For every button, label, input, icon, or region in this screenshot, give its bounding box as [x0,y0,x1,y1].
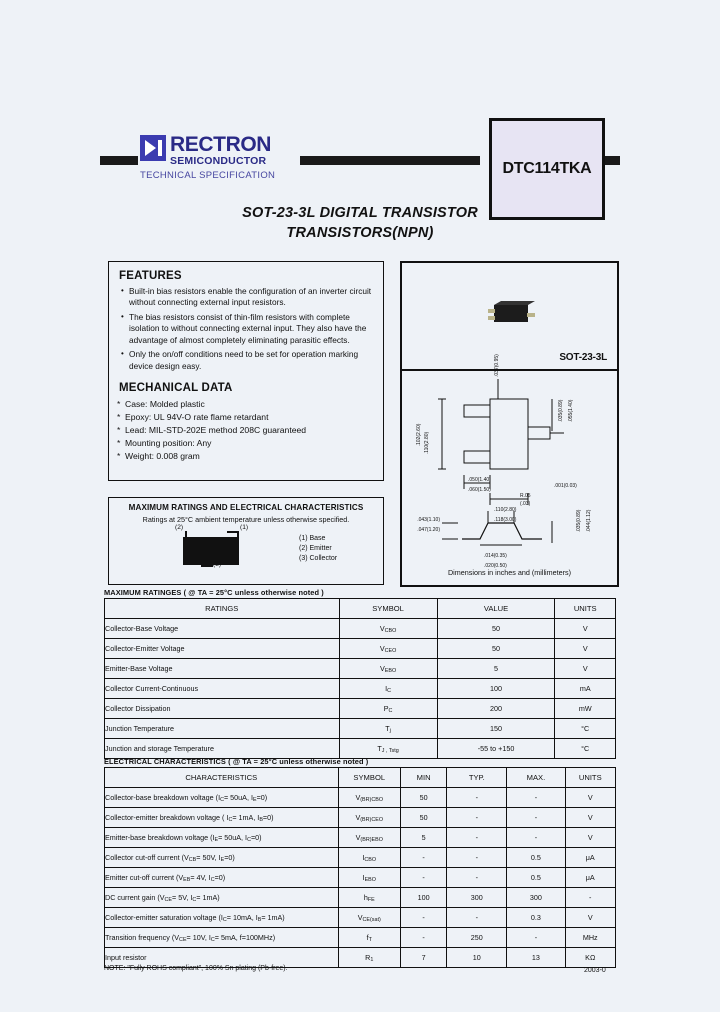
col-typ: TYP. [447,768,507,788]
char-units: V [565,828,615,848]
char-desc: Emitter-base breakdown voltage (IE= 50uA, IC=0) [105,828,339,848]
table-row [105,659,616,679]
svg-text:R.05: R.05 [520,493,531,499]
col-min: MIN [400,768,446,788]
char-typ: - [447,808,507,828]
char-typ: 10 [447,948,507,968]
col-value: VALUE [437,599,555,619]
mechanical-heading: MECHANICAL DATA [119,382,233,395]
pin3-label: (3) [213,561,222,568]
rating-symbol: VCBO [339,619,437,639]
header-rule-left [100,156,138,165]
char-symbol: ICBO [338,848,400,868]
package-body-shape [183,537,239,565]
char-min: 50 [400,808,446,828]
table-row [105,719,616,739]
svg-text:.050(1.40): .050(1.40) [468,477,491,483]
table-row [105,699,616,719]
col-max: MAX. [507,768,565,788]
mechanical-item: * Mounting position: Any [125,437,373,450]
char-min: 5 [400,828,446,848]
svg-text:.035(0.89): .035(0.89) [576,509,582,533]
feature-item: • The bias resistors consist of thin-film resistors with complete isolation to without connecting external input. They also have the advantage of almost completely eliminating parasitic effects. [129,312,373,346]
col-units: UNITS [565,768,615,788]
char-desc: Collector-base breakdown voltage (IC= 50uA, IE=0) [105,788,339,808]
footer-date-code: 2003-0 [584,967,606,974]
rating-value: 150 [437,719,555,739]
page-title [0,204,720,243]
svg-text:.055(1.40): .055(1.40) [568,399,574,423]
svg-text:.037(0.95): .037(0.95) [494,354,500,377]
char-typ: 250 [447,928,507,948]
char-symbol: hFE [338,888,400,908]
svg-text:.035(0.89): .035(0.89) [558,399,564,423]
package-photo-area [402,263,617,371]
rating-symbol: TJ , Tstg [339,739,437,759]
table-header-row [105,599,616,619]
company-logo [140,134,320,181]
char-units: V [565,908,615,928]
max-ratings-table [104,598,616,759]
table-row [105,848,616,868]
char-typ: - [447,828,507,848]
rating-value: 200 [437,699,555,719]
rating-value: 50 [437,619,555,639]
char-typ: - [447,908,507,928]
table-row [105,788,616,808]
svg-text:(.03): (.03) [520,501,531,507]
pin3-lead-drop [201,559,203,567]
char-symbol: R1 [338,948,400,968]
char-symbol: V(BR)CEO [338,808,400,828]
table-row [105,928,616,948]
char-symbol: V(BR)EBO [338,828,400,848]
table-row [105,679,616,699]
char-desc: Collector-emitter saturation voltage (IC= 10mA, IB= 1mA) [105,908,339,928]
char-units: MHz [565,928,615,948]
features-heading: FEATURES [119,270,182,282]
char-max: - [507,828,565,848]
char-units: - [565,888,615,908]
char-symbol: fT [338,928,400,948]
char-max: - [507,788,565,808]
char-max: 0.3 [507,908,565,928]
svg-text:.110(2.80): .110(2.80) [494,507,517,513]
rating-symbol: VEBO [339,659,437,679]
char-max: - [507,808,565,828]
pin-legend-item: (1) Base [299,535,326,542]
table-row [105,739,616,759]
rating-value: 5 [437,659,555,679]
pin-legend [299,534,337,564]
char-units: KΩ [565,948,615,968]
rating-units: V [555,619,616,639]
title-line-1: SOT-23-3L DIGITAL TRANSISTOR [242,205,478,221]
rating-desc: Collector-Emitter Voltage [105,639,340,659]
ratings-summary-panel [108,497,384,585]
ratings-summary-title: MAXIMUM RATINGS AND ELECTRICAL CHARACTERISTICS [128,503,364,512]
company-subtitle: SEMICONDUCTOR [170,155,267,167]
svg-text:.060(1.50): .060(1.50) [468,487,491,493]
header-rule-middle [300,156,480,165]
elec-characteristics-table [104,767,616,968]
max-ratings-caption: MAXIMUM RATINGES ( @ TA = 25°C unless otherwise noted ) [104,588,324,597]
col-characteristics: CHARACTERISTICS [105,768,339,788]
char-typ: - [447,868,507,888]
svg-text:.001(0.03): .001(0.03) [554,483,577,489]
svg-text:.110(2.80): .110(2.80) [424,431,430,455]
char-typ: - [447,788,507,808]
part-number: DTC114TKA [502,160,592,177]
company-name: RECTRON [170,133,272,156]
char-desc: Emitter cut-off current (VEB= 4V, IC=0) [105,868,339,888]
char-min: - [400,868,446,888]
rating-units: °C [555,719,616,739]
col-symbol: SYMBOL [338,768,400,788]
feature-item: • Built-in bias resistors enable the configuration of an inverter circuit without connecting external input resistors. [129,286,373,309]
svg-text:.047(1.20): .047(1.20) [417,527,440,533]
rating-symbol: Tj [339,719,437,739]
char-desc: DC current gain (VCE= 5V, IC= 1mA) [105,888,339,908]
svg-text:.020(0.50): .020(0.50) [484,563,507,569]
char-max: 300 [507,888,565,908]
char-desc: Input resistor [105,948,339,968]
char-min: 7 [400,948,446,968]
char-symbol: IEBO [338,868,400,888]
char-min: 50 [400,788,446,808]
char-units: μA [565,868,615,888]
pin1-lead-drop [237,531,239,539]
char-desc: Collector cut-off current (VCB= 50V, IE=0) [105,848,339,868]
mechanical-item: * Lead: MIL-STD-202E method 208C guaranteed [125,424,373,437]
rating-units: °C [555,739,616,759]
col-symbol: SYMBOL [339,599,437,619]
mechanical-list [109,398,383,462]
table-row [105,908,616,928]
pinout-diagram [109,525,383,571]
table-row [105,639,616,659]
pin2-label: (2) [175,524,184,531]
table-header-row [105,768,616,788]
char-max: - [507,928,565,948]
char-min: - [400,908,446,928]
package-drawing-panel [400,261,619,587]
rating-desc: Collector Dissipation [105,699,340,719]
svg-text:.102(2.60): .102(2.60) [416,423,422,447]
table-row [105,828,616,848]
document-tagline: TECHNICAL SPECIFICATION [140,169,276,181]
rating-value: 100 [437,679,555,699]
char-symbol: VCE(sat) [338,908,400,928]
table-row [105,868,616,888]
footer-note: NOTE: "Fully ROHS compliant", 100% Sn plating (Pb-free). [104,965,288,972]
rating-desc: Collector Current-Continuous [105,679,340,699]
pin2-lead [185,531,187,539]
rating-value: 50 [437,639,555,659]
char-max: 13 [507,948,565,968]
rating-symbol: VCEO [339,639,437,659]
title-line-2: TRANSISTORS(NPN) [286,224,434,241]
rating-desc: Junction and storage Temperature [105,739,340,759]
char-typ: 300 [447,888,507,908]
char-max: 0.5 [507,848,565,868]
rating-units: V [555,659,616,679]
char-units: μA [565,848,615,868]
rating-units: mW [555,699,616,719]
table-row [105,808,616,828]
rating-value: -55 to +150 [437,739,555,759]
svg-text:.043(1.10): .043(1.10) [417,517,440,523]
feature-item: • Only the on/off conditions need to be set for operation marking device design easy. [129,349,373,372]
char-typ: - [447,848,507,868]
col-units: UNITS [555,599,616,619]
char-desc: Transition frequency (VCE= 10V, IC= 5mA, f=100MHz) [105,928,339,948]
rating-desc: Junction Temperature [105,719,340,739]
rating-units: mA [555,679,616,699]
mechanical-item: * Epoxy: UL 94V-O rate flame retardant [125,411,373,424]
svg-text:.044(1.12): .044(1.12) [586,509,592,533]
char-desc: Collector-emitter breakdown voltage ( IC= 1mA, IB=0) [105,808,339,828]
rectron-arrow-icon [140,135,166,161]
table-row [105,888,616,908]
rating-units: V [555,639,616,659]
col-ratings: RATINGS [105,599,340,619]
char-min: - [400,928,446,948]
svg-text:.014(0.35): .014(0.35) [484,553,507,559]
char-min: - [400,848,446,868]
dimension-units-note: Dimensions in inches and (millimeters) [447,568,572,577]
table-row [105,619,616,639]
rating-desc: Emitter-Base Voltage [105,659,340,679]
package-name-label: SOT-23-3L [559,352,607,363]
mechanical-item: * Weight: 0.008 gram [125,450,373,463]
rating-desc: Collector-Base Voltage [105,619,340,639]
rating-symbol: IC [339,679,437,699]
features-panel [108,261,384,481]
pin-legend-item: (2) Emitter [299,545,332,553]
pin1-label: (1) [240,524,249,531]
char-units: V [565,788,615,808]
rating-symbol: PC [339,699,437,719]
svg-text:.118(3.00): .118(3.00) [494,517,517,523]
char-units: V [565,808,615,828]
char-min: 100 [400,888,446,908]
mechanical-item: * Case: Molded plastic [125,398,373,411]
features-list [109,286,383,372]
ratings-summary-subtitle: Ratings at 25°C ambient temperature unless otherwise specified. [142,515,350,524]
elec-characteristics-caption: ELECTRICAL CHARACTERISTICS ( @ TA = 25°C unless otherwise noted ) [104,757,369,766]
char-max: 0.5 [507,868,565,888]
pin-legend-item: (3) Collector [299,555,338,563]
char-symbol: V(BR)CBO [338,788,400,808]
